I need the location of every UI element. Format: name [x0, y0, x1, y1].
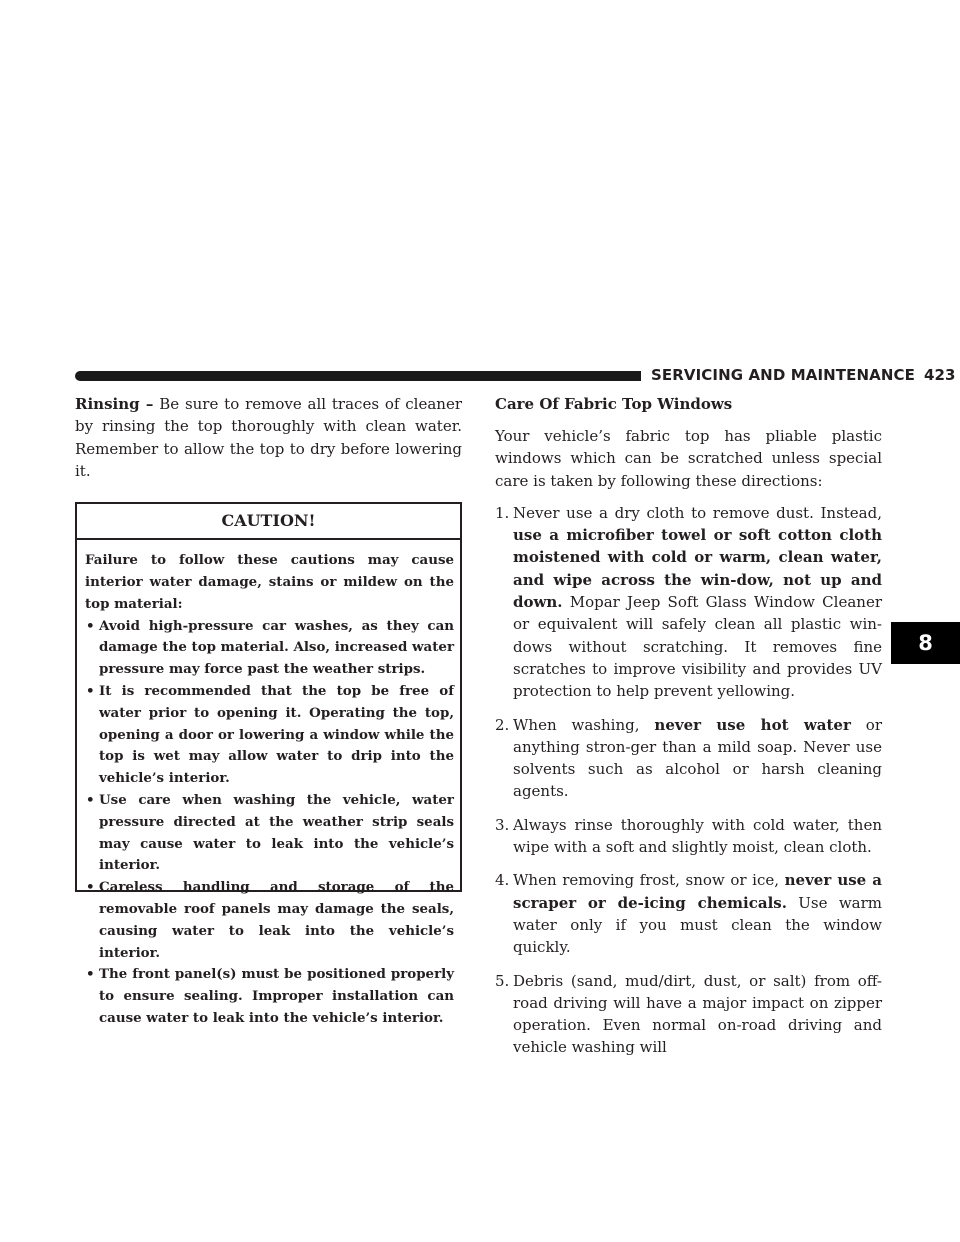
- bullet-icon: •: [86, 966, 95, 983]
- caution-bullet-text: Careless handling and storage of the removable roof panels may damage the seals, causing water to leak into the vehicle’s interior.: [99, 879, 454, 961]
- caution-bullet: [85, 616, 454, 681]
- step-text: When washing,: [513, 715, 655, 734]
- step-bold-text: never use a scraper or de-icing chemicals.: [513, 871, 882, 912]
- bullet-icon: •: [86, 617, 95, 634]
- caution-box: [75, 502, 462, 1026]
- caution-bullet: [85, 964, 454, 1029]
- rinsing-label: Rinsing –: [75, 395, 154, 413]
- step-number: 3.: [495, 815, 510, 834]
- caution-body: [77, 540, 460, 1030]
- step-bold-text: use a microfiber towel or soft cotton cloth moistened with cold or warm, clean water, and wipe across the win-dow, not up and down.: [513, 526, 882, 612]
- caution-bullet-text: Avoid high-pressure car washes, as they can damage the top material. Also, increased water pressure may force past the weather strips.: [99, 617, 454, 678]
- rinsing-text: Be sure to remove all traces of cleaner by rinsing the top thoroughly with clean water. Remember to allow the top to dry before lowering it.: [75, 395, 462, 480]
- page-number: 423: [923, 366, 956, 384]
- step-text-after: or anything stron-ger than a mild soap. Never use solvents such as alcohol or harsh cleaning agents.: [513, 715, 882, 801]
- step-number: 4.: [495, 871, 510, 890]
- step-item: [495, 502, 882, 703]
- intro-paragraph: Your vehicle’s fabric top has pliable plastic windows which can be scratched unless special care is taken by following these directions:: [495, 427, 882, 490]
- step-number: 1.: [495, 503, 510, 522]
- caution-bullet-text: Use care when washing the vehicle, water pressure directed at the weather strip seals may cause water to leak into the vehicle’s interior.: [99, 791, 454, 874]
- section-heading: Care Of Fabric Top Windows: [495, 395, 733, 413]
- rinsing-paragraph: [75, 393, 462, 482]
- right-column: [495, 393, 882, 1070]
- step-text: When removing frost, snow or ice,: [513, 871, 785, 890]
- caution-bullet-text: The front panel(s) must be positioned properly to ensure sealing. Improper installation can cause water to leak into the vehicle’s interior.: [99, 966, 454, 1026]
- steps-list: [495, 502, 882, 1059]
- left-column: [75, 393, 462, 1026]
- bullet-icon: •: [86, 682, 95, 699]
- step-text: Never use a dry cloth to remove dust. Instead,: [513, 503, 882, 522]
- caution-title: CAUTION!: [77, 504, 460, 540]
- caution-bullet: [85, 877, 454, 964]
- section-title: SERVICING AND MAINTENANCE: [651, 366, 915, 384]
- step-text-after: Mopar Jeep Soft Glass Window Cleaner or equivalent will safely clean all plastic win-dows without scratching. It removes fine scratches to improve visibility and provides UV protection to help prevent yellowing.: [513, 593, 882, 701]
- step-item: [495, 714, 882, 803]
- caution-list: [85, 616, 454, 1030]
- chapter-tab: 8: [891, 622, 960, 664]
- header-rule: [75, 371, 641, 381]
- step-number: 2.: [495, 715, 510, 734]
- bullet-icon: •: [86, 879, 95, 896]
- running-header: [651, 366, 956, 384]
- step-item: [495, 970, 882, 1059]
- step-item: [495, 869, 882, 958]
- step-text-after: Use warm water only if you must clean the window quickly.: [513, 893, 883, 957]
- caution-bullet: [85, 790, 454, 877]
- caution-bullet: [85, 681, 454, 790]
- step-text: Always rinse thoroughly with cold water, then wipe with a soft and slightly moist, clean cloth.: [513, 815, 882, 857]
- caution-intro: Failure to follow these cautions may cause interior water damage, stains or mildew on the top material:: [85, 552, 454, 612]
- step-item: [495, 814, 882, 859]
- step-number: 5.: [495, 971, 510, 990]
- step-bold-text: never use hot water: [654, 715, 851, 734]
- caution-bullet-text: It is recommended that the top be free of water prior to opening it. Operating the top, opening a door or lowering a window while the top is wet may allow water to drip into the vehicle’s interior.: [99, 682, 454, 787]
- step-text: Debris (sand, mud/dirt, dust, or salt) from off-road driving will have a major impact on zipper operation. Even normal on-road driving and vehicle washing will: [513, 971, 882, 1057]
- bullet-icon: •: [86, 791, 95, 808]
